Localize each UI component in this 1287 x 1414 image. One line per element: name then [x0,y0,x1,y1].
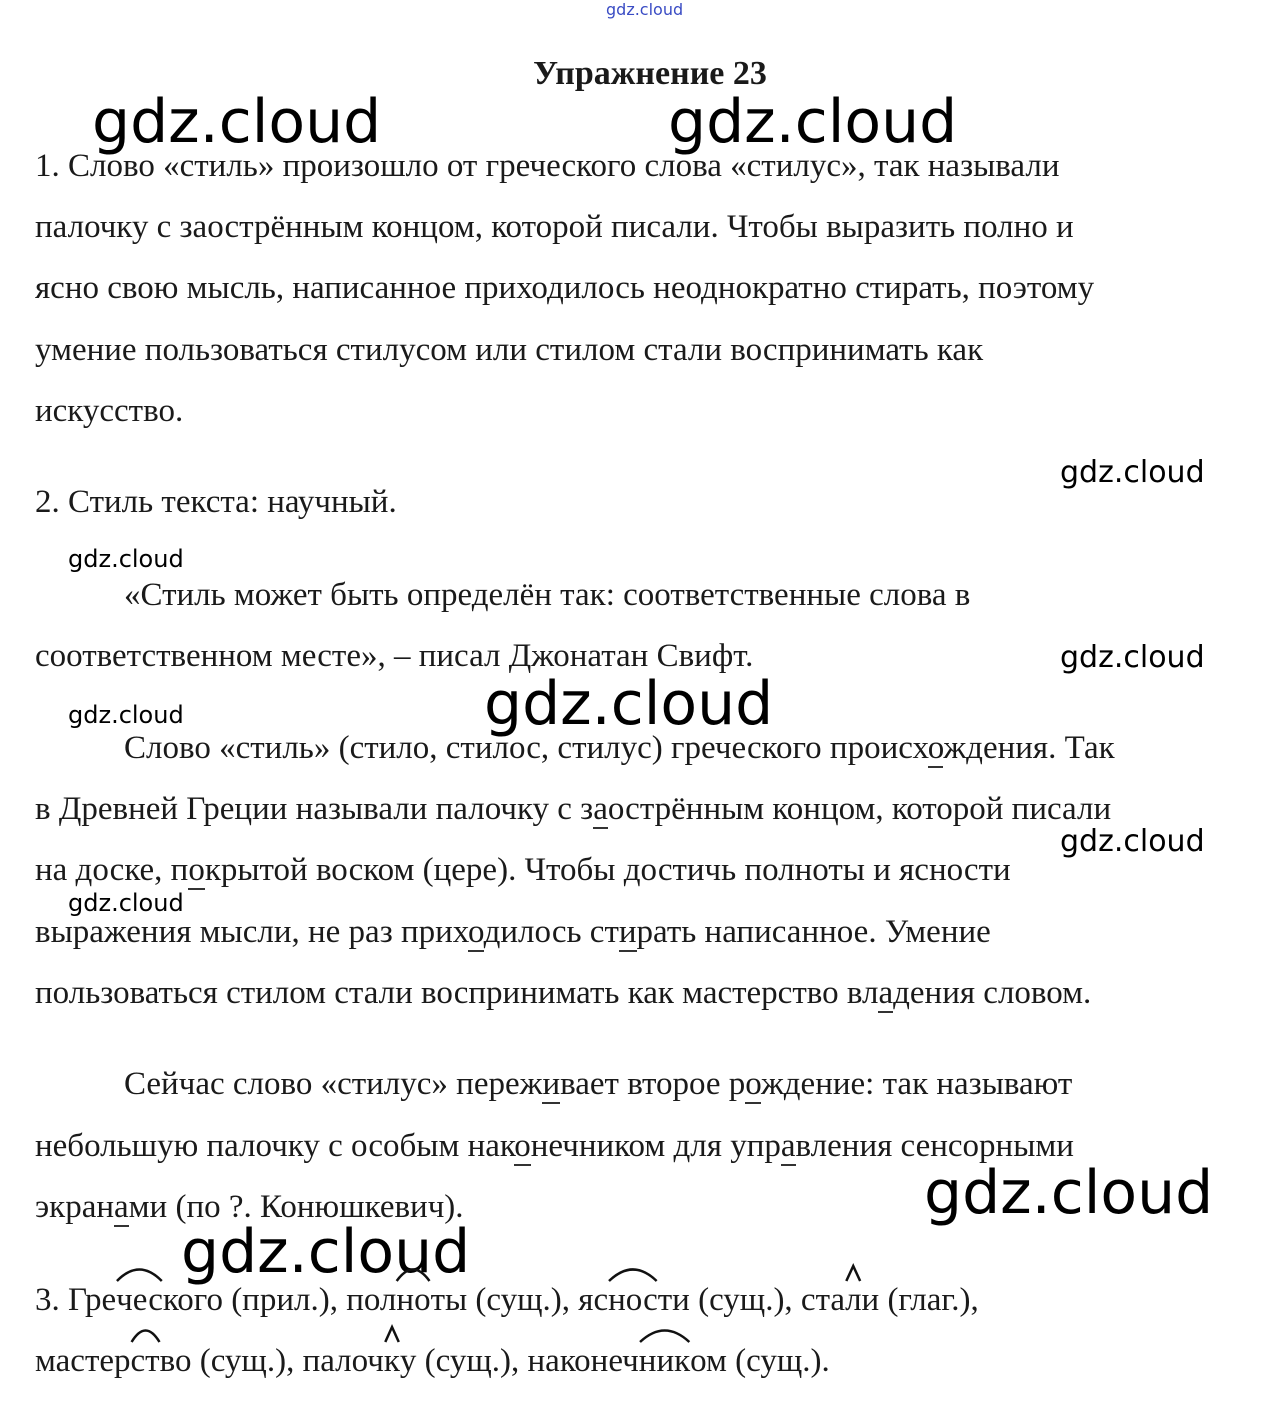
morpheme-line: 3. Гре ческого (прил.), пол ноты (сущ.), яс ности (сущ.), ста ли (глаг.), [35,1280,979,1320]
root-mark: но [396,1280,430,1320]
text-line: выражения мысли, не раз приходилось стирать написанное. Умение [35,914,991,950]
underlined-letter: о [927,730,944,766]
text-line: в Древней Греции называли палочку с заострённым концом, которой писали [35,791,1112,827]
text-line: умение пользоваться стилусом или стилом стали воспринимать как [35,332,984,368]
root-mark: к [384,1341,400,1381]
watermark: gdz.cloud [924,1158,1214,1228]
root-mark: нос [608,1280,658,1320]
underlined-letter: а [114,1189,129,1225]
exercise-title: Упражнение 23 [533,55,767,92]
underlined-letter: а [593,791,608,827]
quote-line: соответственном месте», – писал Джонатан Свифт. [35,638,754,674]
underlined-letter: о [745,1066,761,1102]
text-line: 1. Слово «стиль» произошло от греческого слова «стилус», так называли [35,148,1060,184]
text-line: искусство. [35,393,184,429]
watermark: gdz.cloud [68,701,184,729]
underlined-letter: о [188,852,205,888]
watermark: gdz.cloud [1060,455,1205,490]
text-line: ясно свою мысль, написанное приходилось неоднократно стирать, поэтому [35,270,1095,306]
underlined-letter: а [878,975,894,1011]
watermark-top: gdz.cloud [606,0,684,19]
watermark: gdz.cloud [1060,824,1205,859]
root-mark: ник [639,1341,690,1381]
morpheme-line: мастер ство (сущ.), палоч ку (сущ.), наконеч ником (сущ.). [35,1341,830,1381]
text-line: экранами (по ?. Конюшкевич). [35,1189,464,1225]
text-line: пользоваться стилом стали воспринимать как мастерство владения словом. [35,975,1092,1011]
root-mark: ст [131,1341,160,1381]
watermark: gdz.cloud [484,669,774,739]
watermark: gdz.cloud [92,87,382,157]
section-heading: 2. Стиль текста: научный. [35,484,397,520]
underlined-letter: а [780,1128,796,1164]
watermark: gdz.cloud [668,87,958,157]
watermark: gdz.cloud [68,545,184,573]
text-line: палочку с заострённым концом, которой писали. Чтобы выразить полно и [35,209,1074,245]
root-mark: л [845,1280,861,1320]
watermark: gdz.cloud [181,1217,471,1287]
text-line: на доске, покрытой воском (цере). Чтобы достичь полноты и ясности [35,852,1011,888]
watermark: gdz.cloud [1060,640,1205,675]
quote-line: «Стиль может быть определён так: соответственные слова в [124,577,971,613]
text-line: Слово «стиль» (стило, стилос, стилус) греческого происхождения. Так [124,730,1115,766]
text-line: небольшую палочку с особым наконечником для управления сенсорными [35,1128,1074,1164]
underlined-letter: о [468,914,484,950]
underlined-letter: о [514,1128,531,1164]
root-mark: чес [116,1280,163,1320]
text-line: Сейчас слово «стилус» переживает второе рождение: так называют [124,1066,1073,1102]
underlined-letter: и [542,1066,561,1102]
watermark: gdz.cloud [68,889,184,917]
underlined-letter: и [618,914,637,950]
